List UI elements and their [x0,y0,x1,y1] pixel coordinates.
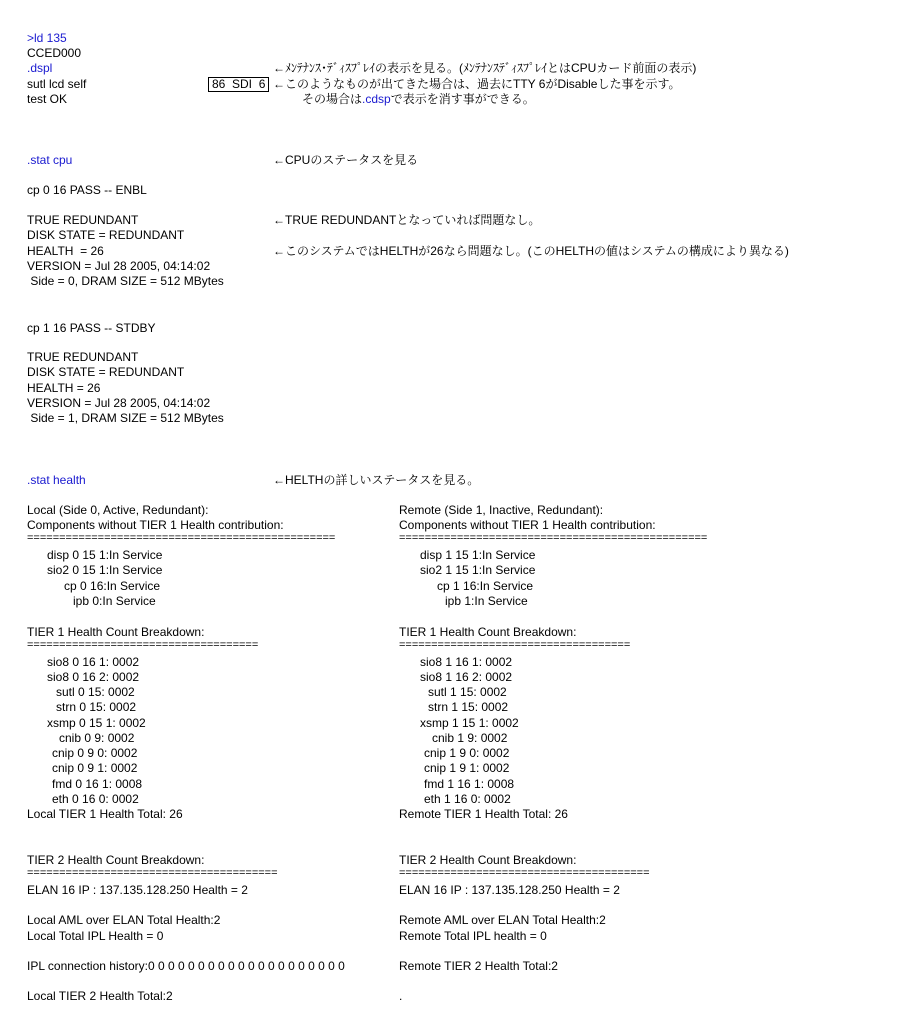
remote-tier1-item: sio8 1 16 2: 0002 [420,670,513,684]
local-comp: cp 0 16:In Service [64,579,161,593]
local-title: Local (Side 0, Active, Redundant): [27,503,209,517]
remote-tier1-item: xsmp 1 15 1: 0002 [420,716,519,730]
remote-tier1-total: Remote TIER 1 Health Total: 26 [399,807,568,821]
local-ipl-history: IPL connection history:0 0 0 0 0 0 0 0 0 0 0 0 0 0 0 0 0 0 0 0 [27,959,345,973]
cp0-head: cp 0 16 PASS -- ENBL [27,183,147,197]
remote-tier1-item: fmd 1 16 1: 0008 [424,777,515,791]
local-tier1-total: Local TIER 1 Health Total: 26 [27,807,183,821]
note-redundant: ←TRUE REDUNDANTとなっていれば問題なし。 [273,213,541,227]
remote-tier1-item: sio8 1 16 1: 0002 [420,655,513,669]
cp1-line: DISK STATE = REDUNDANT [27,365,185,379]
local-comp: sio2 0 15 1:In Service [47,563,163,577]
local-rule: ==================================== [27,639,259,651]
remote-tier1-item: cnip 1 9 0: 0002 [424,746,510,760]
remote-tier1-item: cnib 1 9: 0002 [432,731,508,745]
local-tier1-item: sio8 0 16 2: 0002 [47,670,140,684]
local-tier1-item: cnip 0 9 1: 0002 [52,761,138,775]
remote-rule: ======================================= [399,867,650,879]
local-ipl: Local Total IPL Health = 0 [27,929,164,943]
remote-title: Remote (Side 1, Inactive, Redundant): [399,503,604,517]
remote-ipl: Remote Total IPL health = 0 [399,929,547,943]
note-cdsp [302,92,535,107]
cmd-stat-health: .stat health [27,473,86,487]
remote-tier1-item: eth 1 16 0: 0002 [424,792,511,806]
cced-line: CCED000 [27,46,82,60]
note-cdsp-cmd: .cdsp [362,92,391,106]
cp1-head: cp 1 16 PASS -- STDBY [27,321,156,335]
local-tier1-item: strn 0 15: 0002 [56,700,137,714]
local-tier2-head: TIER 2 Health Count Breakdown: [27,853,205,867]
cmd-dspl: .dspl [27,61,53,75]
remote-tier2-head: TIER 2 Health Count Breakdown: [399,853,577,867]
lcd-display-box: 86 SDI 6 [208,77,269,92]
remote-trailing-dot: . [399,989,403,1003]
remote-tier1-item: sutl 1 15: 0002 [428,685,507,699]
note-stat-cpu: ←CPUのステータスを見る [273,153,419,167]
remote-tier2-total: Remote TIER 2 Health Total:2 [399,959,558,973]
local-tier1-item: cnib 0 9: 0002 [59,731,135,745]
cp1-line: Side = 1, DRAM SIZE = 512 MBytes [27,411,224,425]
note-health: ←このシステムではHELTHが26なら問題なし。(このHELTHの値はシステムの構成により異なる) [273,244,789,258]
remote-rule: ==================================== [399,639,631,651]
top-strip [0,0,911,4]
note-tty: ←このようなものが出てきた場合は、過去にTTY 6がDisableした事を示す。 [273,77,681,91]
local-tier1-item: eth 0 16 0: 0002 [52,792,139,806]
remote-aml: Remote AML over ELAN Total Health:2 [399,913,606,927]
local-tier1-head: TIER 1 Health Count Breakdown: [27,625,205,639]
local-rule: ================================================ [27,532,336,544]
local-tier2-total: Local TIER 2 Health Total:2 [27,989,173,1003]
cp1-line: TRUE REDUNDANT [27,350,139,364]
local-tier1-item: cnip 0 9 0: 0002 [52,746,138,760]
remote-comp-head: Components without TIER 1 Health contribution: [399,518,656,532]
cp1-line: HEALTH = 26 [27,381,101,395]
remote-comp: disp 1 15 1:In Service [420,548,536,562]
local-aml: Local AML over ELAN Total Health:2 [27,913,221,927]
remote-tier1-item: strn 1 15: 0002 [428,700,509,714]
sutl-line: sutl lcd self [27,77,87,91]
cp1-line: VERSION = Jul 28 2005, 04:14:02 [27,396,211,410]
local-tier1-item: xsmp 0 15 1: 0002 [47,716,146,730]
cp0-line: Side = 0, DRAM SIZE = 512 MBytes [27,274,224,288]
cmd-ld: >ld 135 [27,31,67,45]
local-tier1-item: sio8 0 16 1: 0002 [47,655,140,669]
remote-comp: cp 1 16:In Service [437,579,534,593]
test-ok-line: test OK [27,92,68,106]
note-dspl: ←ﾒﾝﾃﾅﾝｽ･ﾃﾞｨｽﾌﾟﾚｲの表示を見る。(ﾒﾝﾃﾅﾝｽﾃﾞｨｽﾌﾟﾚｲとはCPUカード前面の表示) [273,61,697,75]
remote-tier1-item: cnip 1 9 1: 0002 [424,761,510,775]
local-comp: ipb 0:In Service [73,594,156,608]
remote-tier1-head: TIER 1 Health Count Breakdown: [399,625,577,639]
cp0-line: VERSION = Jul 28 2005, 04:14:02 [27,259,211,273]
note-stat-health: ←HELTHの詳しいステータスを見る。 [273,473,480,487]
remote-comp: sio2 1 15 1:In Service [420,563,536,577]
remote-elan: ELAN 16 IP : 137.135.128.250 Health = 2 [399,883,620,897]
note-cdsp-pre: その場合は [302,92,363,106]
remote-comp: ipb 1:In Service [445,594,528,608]
local-tier1-item: sutl 0 15: 0002 [56,685,135,699]
cp0-line: HEALTH = 26 [27,244,104,258]
note-cdsp-post: で表示を消す事ができる。 [390,92,535,106]
local-elan: ELAN 16 IP : 137.135.128.250 Health = 2 [27,883,248,897]
local-comp: disp 0 15 1:In Service [47,548,163,562]
remote-rule: ================================================ [399,532,708,544]
local-rule: ======================================= [27,867,278,879]
cp0-line: DISK STATE = REDUNDANT [27,228,185,242]
cp0-line: TRUE REDUNDANT [27,213,139,227]
local-comp-head: Components without TIER 1 Health contribution: [27,518,284,532]
cmd-stat-cpu: .stat cpu [27,153,73,167]
local-tier1-item: fmd 0 16 1: 0008 [52,777,143,791]
